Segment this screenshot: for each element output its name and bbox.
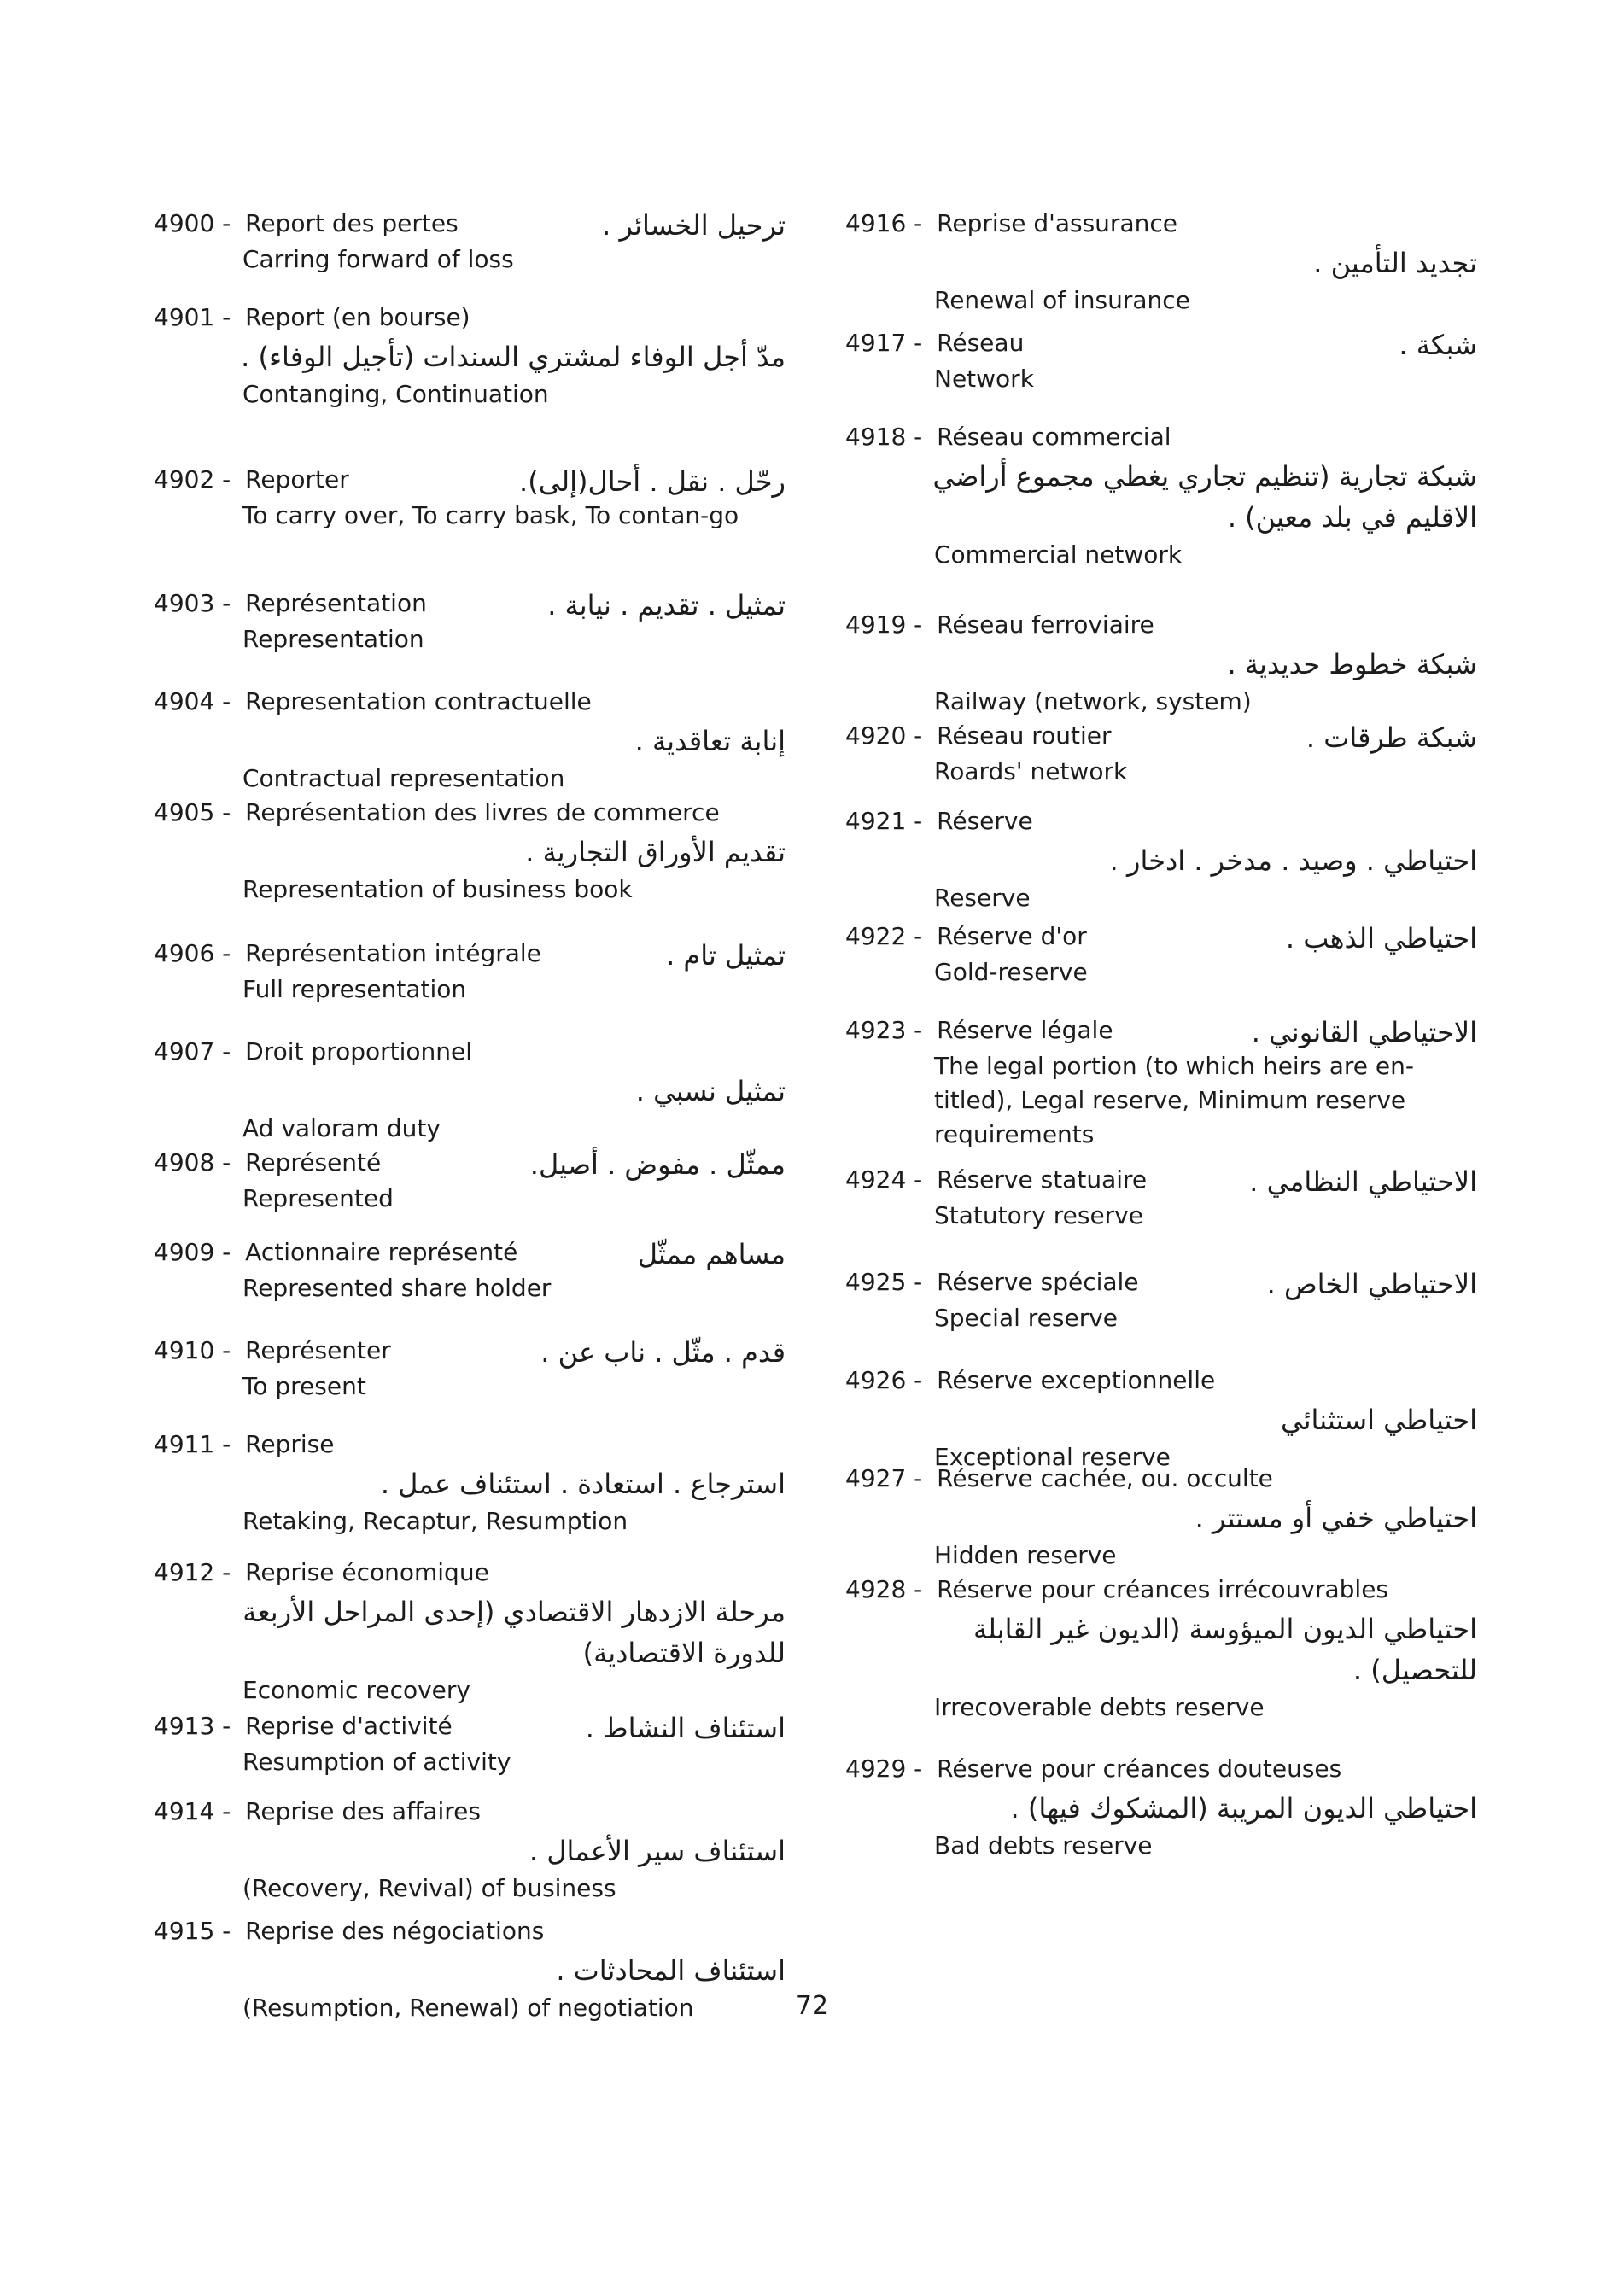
dictionary-entry [154,461,786,533]
entry-headword-line [154,1033,786,1071]
french-term: Report (en bourse) [245,303,470,331]
arabic-translation: شبكة . [1399,329,1477,361]
english-translation: (Recovery, Revival) of business [242,1874,616,1902]
entry-headword-line [845,1571,1477,1609]
entry-separator: - [906,1366,931,1394]
entry-separator: - [906,329,931,357]
entry-separator: - [906,423,931,451]
page-number: 72 [795,1991,829,2021]
english-translation: Reserve [934,884,1031,912]
english-translation: Representation [242,625,424,653]
french-term: Réserve cachée, ou. occulte [937,1464,1273,1492]
french-term: Reprise économique [245,1558,489,1586]
entry-number: 4919 [845,610,907,639]
english-translation: Bad debts reserve [934,1831,1153,1860]
entry-headword-line [845,1750,1477,1788]
entry-number: 4915 [154,1917,215,1945]
french-term: Réseau ferroviaire [937,610,1154,639]
entry-separator: - [214,1148,239,1177]
french-term: Réserve spéciale [937,1268,1139,1296]
arabic-translation: تجديد التأمين . [1313,247,1477,279]
entry-separator: - [214,687,239,715]
arabic-translation: تقديم الأوراق التجارية . [525,836,786,868]
arabic-translation: تمثيل تام . [666,939,786,972]
dictionary-entry [154,585,786,657]
entry-headword-line [845,803,1477,840]
english-translation: Network [934,365,1034,393]
arabic-translation: قدم . مثّل . ناب عن . [540,1336,786,1369]
entry-separator: - [906,807,931,835]
arabic-translation: تمثيل . تقديم . نيابة . [547,589,786,622]
english-translation: Hidden reserve [934,1541,1117,1569]
french-term: Reprise des négociations [245,1917,545,1945]
dictionary-entry [845,1012,1477,1152]
dictionary-entry [845,1161,1477,1233]
arabic-translation: استئناف المحادثات . [556,1954,786,1987]
english-translation: Irrecoverable debts reserve [934,1693,1265,1721]
entry-number: 4925 [845,1268,907,1296]
entry-separator: - [214,1238,239,1266]
french-term: Réserve d'or [937,922,1087,950]
dictionary-entry [154,1554,786,1708]
entry-number: 4920 [845,721,907,750]
english-translation: Carring forward of loss [242,245,514,273]
entry-headword-line [154,794,786,832]
entry-number: 4924 [845,1165,907,1194]
french-term: Representation contractuelle [245,687,592,715]
dictionary-entry [845,803,1477,915]
entry-number: 4928 [845,1575,907,1603]
arabic-translation: ترحيل الخسائر . [602,209,786,242]
entry-number: 4904 [154,687,215,715]
entry-number: 4917 [845,329,907,357]
arabic-translation: احتياطي . وصيد . مدخر . ادخار . [1109,844,1477,877]
french-term: Représenté [245,1148,382,1177]
dictionary-entry [845,1571,1477,1725]
dictionary-entry [845,606,1477,719]
arabic-translation: احتياطي خفي أو مستتر . [1195,1502,1477,1534]
french-term: Droit proportionnel [245,1037,473,1066]
entry-headword-line [845,606,1477,644]
arabic-translation: شبكة تجارية (تنظيم تجاري يغطي مجموع أراضي الاقليم في بلد معين) . [932,460,1477,534]
dictionary-entry [845,1362,1477,1474]
entry-separator: - [906,1755,931,1783]
arabic-translation: شبكة خطوط حديدية . [1227,648,1477,680]
french-term: Réserve légale [937,1016,1113,1044]
entry-separator: - [214,1430,239,1458]
entry-headword-line [154,1912,786,1950]
entry-number: 4913 [154,1712,215,1740]
entry-number: 4923 [845,1016,907,1044]
english-translation: To carry over, To carry bask, To contan-go [242,501,739,529]
entry-headword-line [154,299,786,336]
entry-headword-line [845,418,1477,456]
entry-number: 4927 [845,1464,907,1492]
entry-headword-line [845,205,1477,242]
english-translation: Ad valoram duty [242,1114,441,1142]
entry-separator: - [214,1037,239,1066]
entry-headword-line [154,1554,786,1591]
english-translation: Commercial network [934,540,1183,569]
dictionary-entry [845,418,1477,572]
entry-separator: - [906,1016,931,1044]
entry-number: 4908 [154,1148,215,1177]
entry-separator: - [906,610,931,639]
entry-separator: - [214,465,239,493]
arabic-translation: احتياطي استثنائي [1280,1404,1477,1436]
entry-number: 4911 [154,1430,215,1458]
entry-number: 4903 [154,589,215,617]
entry-number: 4929 [845,1755,907,1783]
entry-headword-line [845,1362,1477,1399]
arabic-translation: مدّ أجل الوفاء لمشتري السندات (تأجيل الوفاء) . [241,341,786,373]
dictionary-entry [154,1426,786,1539]
entry-number: 4909 [154,1238,215,1266]
entry-number: 4900 [154,209,215,237]
entry-number: 4905 [154,798,215,826]
arabic-translation: ممثّل . مفوض . أصيل. [529,1148,786,1181]
dictionary-entry [154,1793,786,1906]
arabic-translation: شبكة طرقات . [1306,721,1477,754]
french-term: Réseau commercial [937,423,1171,451]
english-translation: Economic recovery [242,1676,470,1704]
entry-number: 4926 [845,1366,907,1394]
entry-number: 4912 [154,1558,215,1586]
arabic-translation: تمثيل نسبي . [635,1075,786,1107]
arabic-translation: الاحتياطي النظامي . [1249,1165,1477,1198]
english-translation: Statutory reserve [934,1201,1143,1229]
arabic-translation: الاحتياطي القانوني . [1251,1016,1477,1048]
entry-headword-line [154,683,786,721]
entry-separator: - [906,209,931,237]
english-translation: To present [242,1372,366,1400]
french-term: Report des pertes [245,209,459,237]
entry-separator: - [906,1165,931,1194]
arabic-translation: استئناف النشاط . [585,1712,786,1744]
arabic-translation: مرحلة الازدهار الاقتصادي (إحدى المراحل الأربعة للدورة الاقتصادية) [242,1596,786,1669]
entry-separator: - [906,1268,931,1296]
dictionary-entry [154,205,786,277]
entry-separator: - [906,1464,931,1492]
arabic-translation: إنابة تعاقدية . [634,725,786,757]
entry-number: 4921 [845,807,907,835]
dictionary-entry [845,205,1477,318]
english-translation: Contractual representation [242,764,565,792]
dictionary-entry [154,935,786,1007]
english-translation: Resumption of activity [242,1748,511,1776]
entry-separator: - [214,1558,239,1586]
french-term: Réseau routier [937,721,1112,750]
french-term: Réseau [937,329,1025,357]
french-term: Représentation des livres de commerce [245,798,720,826]
entry-separator: - [906,721,931,750]
entry-separator: - [906,922,931,950]
entry-separator: - [906,1575,931,1603]
english-translation: Roards' network [934,757,1128,785]
entry-separator: - [214,209,239,237]
french-term: Réserve [937,807,1033,835]
arabic-translation: الاحتياطي الخاص . [1266,1268,1477,1300]
entry-number: 4914 [154,1797,215,1825]
french-term: Réserve pour créances douteuses [937,1755,1342,1783]
arabic-translation: احتياطي الذهب . [1285,922,1477,955]
french-term: Représenter [245,1336,391,1364]
entry-number: 4910 [154,1336,215,1364]
dictionary-entry [154,794,786,907]
english-translation: Represented [242,1184,394,1212]
dictionary-entry [845,1750,1477,1863]
dictionary-entry [154,1144,786,1216]
entry-separator: - [214,1336,239,1364]
dictionary-entry [845,1460,1477,1573]
dictionary-entry [154,1332,786,1404]
french-term: Actionnaire représenté [245,1238,518,1266]
french-term: Réserve exceptionnelle [937,1366,1216,1394]
entry-number: 4922 [845,922,907,950]
arabic-translation: استئناف سير الأعمال . [529,1835,786,1867]
entry-separator: - [214,1797,239,1825]
dictionary-entry [845,324,1477,396]
entry-headword-line [845,1460,1477,1498]
dictionary-entry [845,918,1477,990]
english-translation: Special reserve [934,1304,1119,1332]
english-translation: Full representation [242,975,467,1003]
entry-separator: - [214,939,239,967]
english-translation: Renewal of insurance [934,286,1190,314]
english-translation: Contanging, Continuation [242,380,549,408]
french-term: Réserve statuaire [937,1165,1148,1194]
arabic-translation: رحّل . نقل . أحال(إلى). [519,465,786,498]
french-term: Reporter [245,465,349,493]
english-translation: Representation of business book [242,875,633,903]
entry-number: 4902 [154,465,215,493]
french-term: Reprise des affaires [245,1797,481,1825]
dictionary-entry [154,1033,786,1146]
entry-number: 4907 [154,1037,215,1066]
english-translation: Exceptional reserve [934,1443,1171,1471]
dictionary-entry [845,717,1477,789]
dictionary-entry [154,1234,786,1305]
french-term: Réserve pour créances irrécouvrables [937,1575,1389,1603]
english-translation: Gold-reserve [934,958,1088,986]
dictionary-entry [154,683,786,796]
english-translation: Retaking, Recaptur, Resumption [242,1507,628,1535]
entry-separator: - [214,1712,239,1740]
entry-number: 4906 [154,939,215,967]
french-term: Reprise d'activité [245,1712,453,1740]
entry-headword-line [845,324,1477,362]
arabic-translation: مساهم ممثّل [637,1238,786,1270]
entry-number: 4916 [845,209,907,237]
entry-number: 4918 [845,423,907,451]
entry-separator: - [214,589,239,617]
entry-number: 4901 [154,303,215,331]
french-term: Reprise d'assurance [937,209,1177,237]
entry-separator: - [214,1917,239,1945]
french-term: Reprise [245,1430,335,1458]
entry-separator: - [214,303,239,331]
french-term: Représentation intégrale [245,939,541,967]
dictionary-entry [845,1264,1477,1335]
arabic-translation: استرجاع . استعادة . استئناف عمل . [380,1468,786,1500]
english-translation: The legal portion (to which heirs are en-titled), Legal reserve, Minimum reserve requirements [934,1052,1414,1148]
arabic-translation: احتياطي الديون الميؤوسة (الديون غير القابلة للتحصيل) . [973,1613,1477,1686]
entry-headword-line [154,1426,786,1463]
entry-headword-line [154,1793,786,1830]
english-translation: Railway (network, system) [934,687,1252,715]
dictionary-entry [154,299,786,412]
entry-separator: - [214,798,239,826]
english-translation: (Resumption, Renewal) of negotiation [242,1994,694,2022]
french-term: Représentation [245,589,427,617]
arabic-translation: احتياطي الديون المريبة (المشكوك فيها) . [1010,1792,1477,1825]
dictionary-entry [154,1708,786,1779]
english-translation: Represented share holder [242,1274,552,1302]
